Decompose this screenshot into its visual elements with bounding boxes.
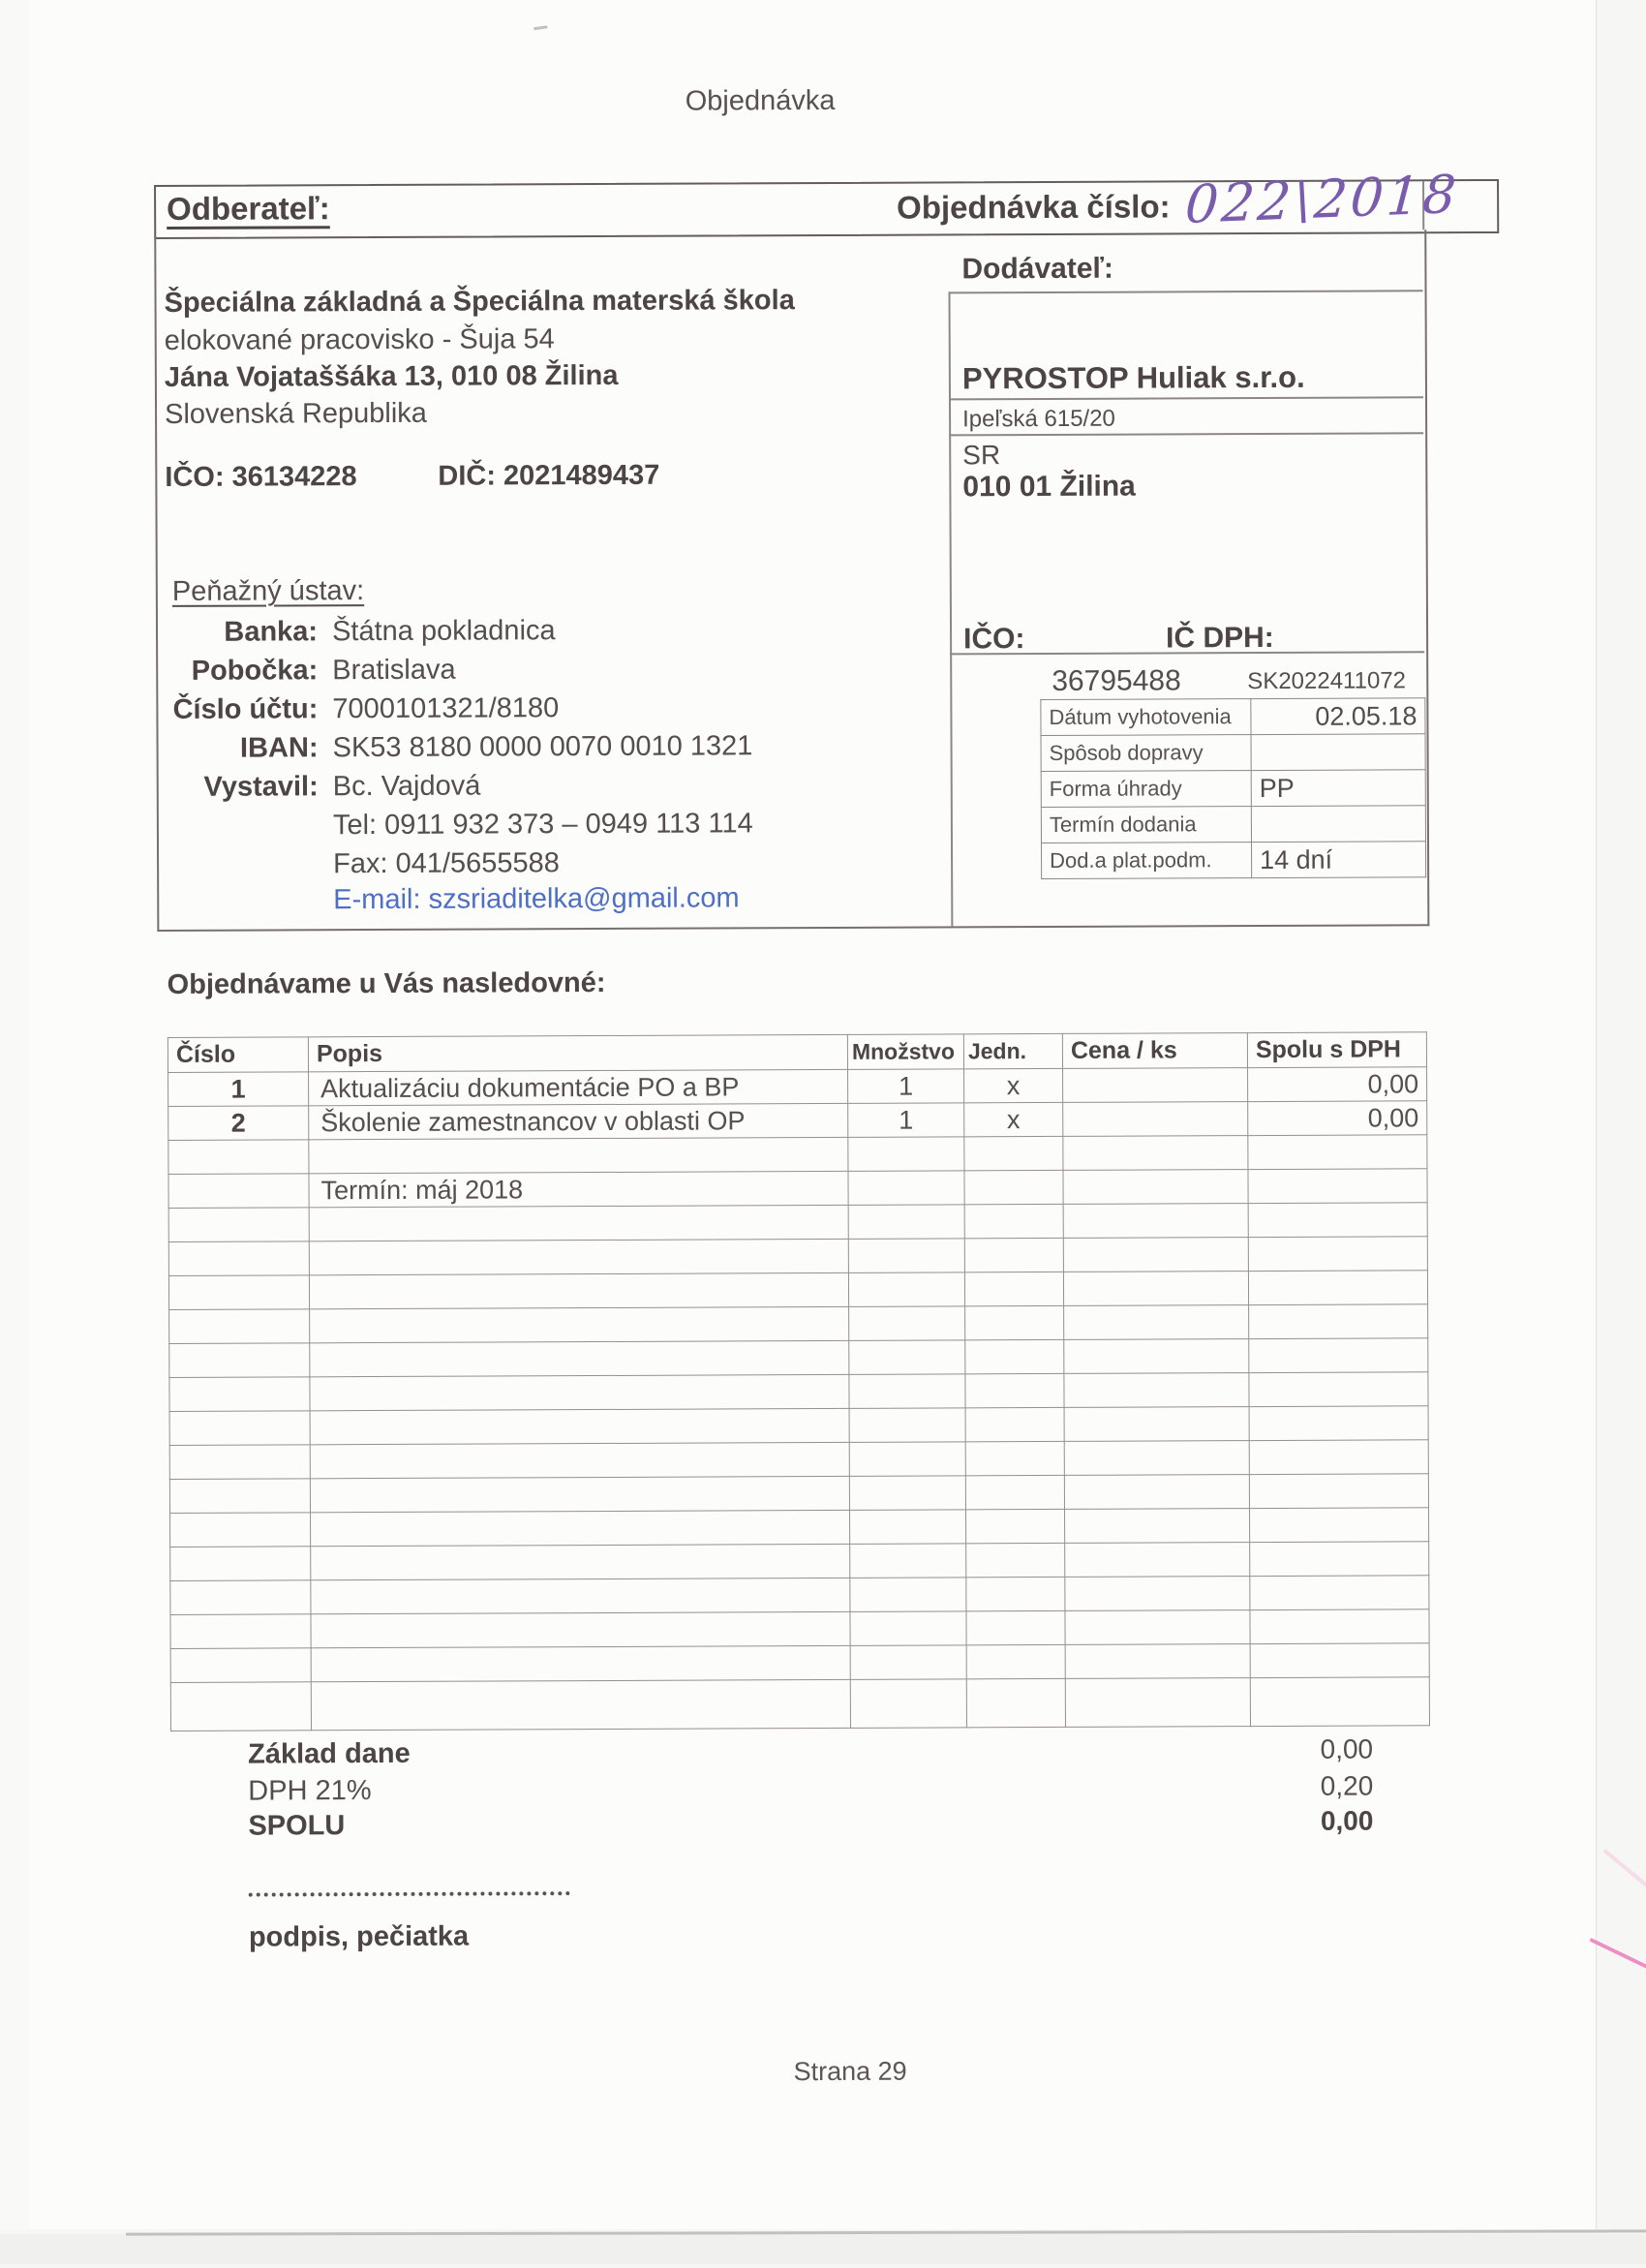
table-row	[169, 1338, 1428, 1378]
detail-value: 02.05.18	[1251, 698, 1425, 735]
item-number	[168, 1174, 309, 1209]
bank-value: Štátna pokladnica	[331, 615, 556, 648]
table-row	[170, 1508, 1429, 1548]
scan-bottom-margin	[0, 2234, 1646, 2264]
totals-row	[248, 1734, 1373, 1776]
supplier-icdph-label: IČ DPH:	[1166, 621, 1274, 655]
customer-dic: DIČ: 2021489437	[438, 459, 660, 492]
item-total: 0,00	[1248, 1067, 1427, 1102]
customer-address-line: Slovenská Republika	[164, 397, 427, 430]
totals-label: DPH 21%	[248, 1775, 372, 1807]
table-row	[170, 1677, 1429, 1732]
table-row	[168, 1169, 1427, 1209]
detail-value	[1251, 734, 1425, 771]
detail-value	[1251, 806, 1425, 843]
detail-row	[1041, 806, 1425, 843]
col-header-cislo: Číslo	[168, 1037, 308, 1073]
table-row	[168, 1271, 1427, 1310]
customer-address-line: elokované pracovisko - Šuja 54	[164, 323, 555, 356]
bank-label: IBAN:	[239, 732, 319, 764]
supplier-ico-value: 36795488	[1052, 664, 1181, 697]
col-header-cena: Cena / ks	[1062, 1033, 1247, 1069]
col-header-jedn: Jedn.	[963, 1033, 1062, 1068]
signature-label: podpis, pečiatka	[248, 1920, 470, 1953]
totals-value: 0,00	[1320, 1805, 1374, 1836]
item-number: 1	[168, 1072, 309, 1107]
bank-label: Pobočka:	[191, 655, 319, 687]
contact-fax: Fax: 041/5655588	[333, 847, 560, 880]
table-row	[168, 1237, 1427, 1276]
item-description: Školenie zamestnancov v oblasti OP	[309, 1103, 848, 1139]
col-header-spolu: Spolu s DPH	[1247, 1032, 1426, 1068]
table-row	[168, 1067, 1427, 1107]
table-header-row	[168, 1032, 1426, 1073]
totals-label: SPOLU	[248, 1810, 346, 1842]
order-number-handwritten: 022\2018	[1183, 163, 1461, 236]
table-row	[169, 1372, 1428, 1412]
supplier-country: SR	[962, 440, 1001, 471]
detail-value: PP	[1251, 770, 1425, 807]
document-title: Objednávka	[685, 84, 836, 117]
detail-row	[1042, 842, 1426, 879]
col-header-popis: Popis	[308, 1034, 847, 1071]
table-row	[168, 1203, 1427, 1242]
totals-label: Základ dane	[248, 1737, 411, 1770]
table-row	[170, 1576, 1429, 1615]
totals-value: 0,20	[1320, 1770, 1374, 1801]
detail-label: Spôsob dopravy	[1041, 735, 1251, 772]
scan-speck	[533, 25, 547, 30]
order-section-title: Objednávame u Vás nasledovné:	[167, 966, 606, 1000]
item-total: 0,00	[1248, 1101, 1427, 1136]
bank-value: SK53 8180 0000 0070 0010 1321	[332, 730, 753, 764]
totals-row	[248, 1806, 1373, 1848]
bank-label: Číslo účtu:	[172, 693, 319, 725]
table-row	[168, 1101, 1427, 1141]
table-row	[170, 1542, 1429, 1581]
item-qty: 1	[848, 1069, 964, 1104]
detail-row	[1041, 770, 1425, 808]
table-row	[169, 1304, 1428, 1344]
bank-value: 7000101321/8180	[332, 692, 560, 725]
totals-value: 0,00	[1320, 1733, 1374, 1764]
table-row	[170, 1609, 1429, 1649]
bank-label: Vystavil:	[203, 771, 319, 803]
detail-label: Forma úhrady	[1041, 771, 1251, 808]
detail-label: Dod.a plat.podm.	[1042, 843, 1252, 879]
table-row	[168, 1135, 1427, 1175]
supplier-city: 010 01 Žilina	[962, 470, 1136, 504]
pen-mark-pink	[1589, 1938, 1646, 1976]
item-price	[1063, 1068, 1248, 1103]
table-row	[170, 1643, 1429, 1683]
detail-label: Dátum vyhotovenia	[1041, 699, 1251, 736]
detail-row	[1041, 698, 1425, 736]
supplier-section-label: Dodávateľ:	[961, 252, 1114, 286]
supplier-details-table	[1040, 697, 1426, 879]
order-items-table	[168, 1031, 1430, 1732]
item-price	[1063, 1102, 1248, 1137]
item-number: 2	[168, 1106, 309, 1141]
customer-section-label: Odberateľ:	[167, 190, 330, 227]
signature-dotted-line	[249, 1885, 570, 1896]
bank-section-label: Peňažný ústav:	[171, 575, 365, 607]
item-description: Aktualizáciu dokumentácie PO a BP	[309, 1069, 848, 1105]
supplier-street: Ipeľská 615/20	[962, 405, 1115, 433]
item-unit: x	[964, 1102, 1063, 1136]
supplier-ico-label: IČO:	[963, 623, 1025, 656]
order-number-label: Objednávka číslo:	[897, 188, 1171, 226]
page-number: Strana 29	[793, 2056, 907, 2087]
table-row	[169, 1440, 1428, 1480]
col-header-mnozstvo: Množstvo	[847, 1034, 963, 1070]
detail-label: Termín dodania	[1041, 807, 1251, 843]
customer-ico: IČO: 36134228	[165, 461, 357, 493]
item-description: Termín: máj 2018	[309, 1171, 848, 1207]
bank-label: Banka:	[224, 616, 319, 648]
customer-address-line: Jána Vojataššáka 13, 010 08 Žilina	[164, 359, 619, 393]
detail-value: 14 dní	[1251, 842, 1425, 878]
table-row	[169, 1406, 1428, 1446]
contact-tel: Tel: 0911 932 373 – 0949 113 114	[332, 808, 753, 842]
customer-name: Špeciálna základná a Špeciálna materská škola	[164, 285, 795, 319]
item-qty: 1	[848, 1103, 964, 1138]
table-row	[169, 1474, 1428, 1514]
bank-value: Bratislava	[332, 654, 456, 687]
item-unit: x	[964, 1068, 1063, 1102]
contact-email: E-mail: szsriaditelka@gmail.com	[333, 882, 740, 916]
supplier-icdph-value: SK2022411072	[1247, 667, 1407, 695]
supplier-name: PYROSTOP Huliak s.r.o.	[961, 359, 1305, 396]
bank-value: Bc. Vajdová	[332, 770, 481, 803]
pen-mark-faint	[1603, 1849, 1646, 1890]
detail-row	[1041, 734, 1425, 772]
